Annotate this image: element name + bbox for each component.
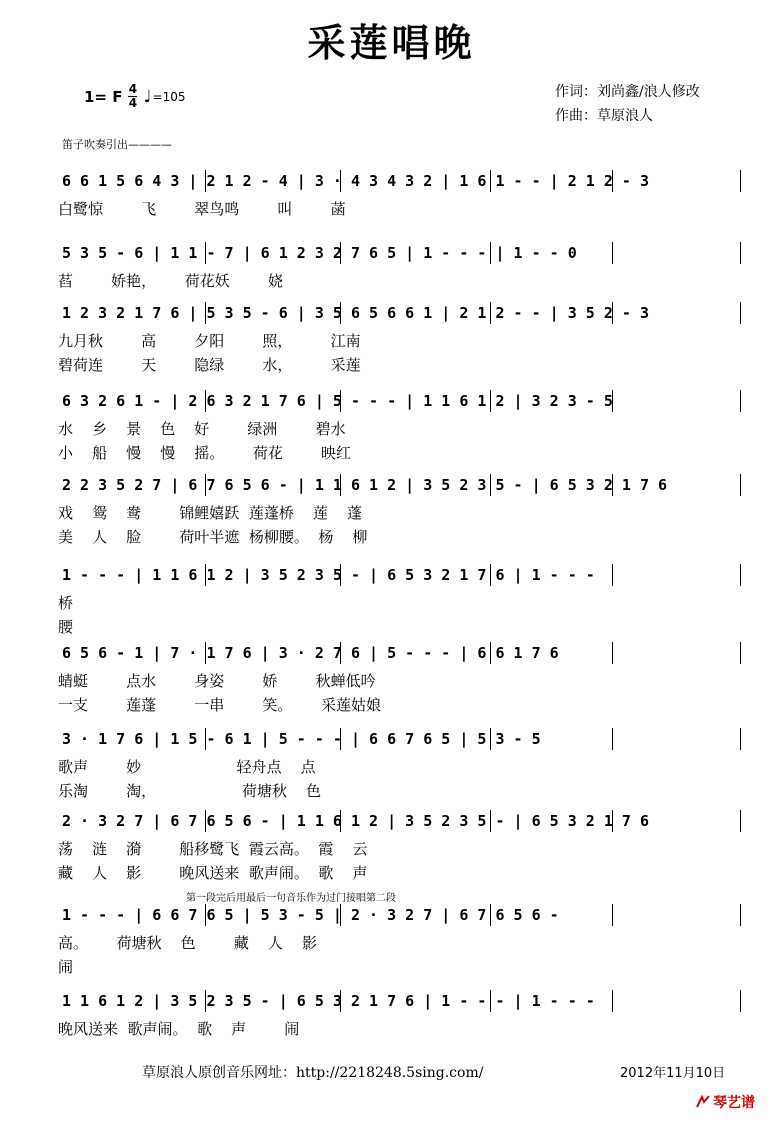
lyric-line-1: 高。 荷塘秋 色 藏 人 影 <box>58 934 317 952</box>
quarter-note-icon: ♩ <box>143 86 152 107</box>
notation-line: 1 2 3 2 1 7 6 | 5 3 5 - 6 | 3 5 6 5 6 6 1 | 2 1 2 - - | 3 5 2 - 3 <box>62 304 649 322</box>
barline <box>612 242 613 264</box>
footer-date: 2012年11月10日 <box>620 1066 726 1081</box>
barline <box>740 170 741 192</box>
lyric-line-1: 戏 鸳 鸯 锦鲤嬉跃 莲蓬桥 莲 蓬 <box>58 504 362 522</box>
time-signature <box>128 84 137 109</box>
notation-line: 1 - - - | 1 1 6 1 2 | 3 5 2 3 5 - | 6 5 3 2 1 7 6 | 1 - - - <box>62 566 595 584</box>
lyric-line-1: 蜻蜓 点水 身姿 娇 秋蝉低吟 <box>58 672 376 690</box>
lyric-line-1: 九月秋 高 夕阳 照， 江南 <box>58 332 361 350</box>
lyricist: 作词：刘尚鑫/浪人修改 <box>555 84 700 100</box>
lyric-line-2: 小 船 慢 慢 摇。 荷花 映红 <box>58 444 352 462</box>
barline <box>612 728 613 750</box>
notation-line: 6 3 2 6 1 - | 2 6 3 2 1 7 6 | 5 - - - | 1 1 6 1 2 | 3 2 3 - 5 <box>62 392 613 410</box>
barline <box>740 728 741 750</box>
lyric-line-2: 乐淘 淘， 荷塘秋 色 <box>58 782 322 800</box>
credits <box>555 80 700 128</box>
time-bottom: 4 <box>128 96 138 110</box>
barline <box>740 990 741 1012</box>
notation-line: 6 6 1 5 6 4 3 | 2 1 2 - 4 | 3 · 4 3 4 3 2 | 1 6 1 - - | 2 1 2 - 3 <box>62 172 649 190</box>
key-signature <box>84 84 185 109</box>
notation-line: 3 · 1 7 6 | 1 5 - 6 1 | 5 - - - | 6 6 7 6 5 | 5 3 - 5 <box>62 730 541 748</box>
notation-line: 1 - - - | 6 6 7 6 5 | 5 3 - 5 | 2 · 3 2 7 | 6 7 6 5 6 - <box>62 906 559 924</box>
barline <box>740 242 741 264</box>
lyric-line-2: 美 人 脸 荷叶半遮 杨柳腰。 杨 柳 <box>58 528 368 546</box>
notation-line: 2 · 3 2 7 | 6 7 6 5 6 - | 1 1 6 1 2 | 3 5 2 3 5 - | 6 5 3 2 1 7 6 <box>62 812 649 830</box>
notation-line: 6 5 6 - 1 | 7 · 1 7 6 | 3 · 2 7 6 | 5 - - - | 6 6 1 7 6 <box>62 644 559 662</box>
barline <box>612 990 613 1012</box>
barline <box>740 642 741 664</box>
key-label: 1= F <box>84 87 123 106</box>
lyric-line-2: 碧荷连 天 隐绿 水， 采莲 <box>58 356 361 374</box>
lyric-line-2: 腰 <box>58 618 74 636</box>
barline <box>612 564 613 586</box>
notation-line: 1 1 6 1 2 | 3 5 2 3 5 - | 6 5 3 2 1 7 6 | 1 - - - | 1 - - - <box>62 992 595 1010</box>
barline <box>612 904 613 926</box>
notation-line: 5 3 5 - 6 | 1 1 - 7 | 6 1 2 3 2 7 6 5 | 1 - - - | 1 - - 0 <box>62 244 577 262</box>
site-logo <box>695 1092 755 1112</box>
footer-site: 草原浪人原创音乐网址：http://2218248.5sing.com/ <box>142 1065 484 1081</box>
logo-text: 琴艺谱 <box>713 1095 755 1111</box>
lyric-line-1: 荡 涟 漪 船移鹭飞 霞云高。 霞 云 <box>58 840 368 858</box>
barline <box>740 904 741 926</box>
lyric-line-1: 歌声 妙 轻舟点 点 <box>58 758 316 776</box>
intro-instruction: 笛子吹奏引出———— <box>62 138 172 151</box>
time-top: 4 <box>128 82 138 96</box>
barline <box>740 390 741 412</box>
lyric-line-2: 藏 人 影 晚风送来 歌声闹。 歌 声 <box>58 864 368 882</box>
lyric-line-1: 水 乡 景 色 好 绿洲 碧水 <box>58 420 346 438</box>
lyric-line-2: 一支 莲蓬 一串 笑。 采莲姑娘 <box>58 696 382 714</box>
lyric-line-1: 晚风送来 歌声闹。 歌 声 闹 <box>58 1020 300 1038</box>
barline <box>740 302 741 324</box>
transition-note: 第一段完后用最后一句音乐作为过门接唱第二段 <box>186 893 396 904</box>
barline <box>740 564 741 586</box>
logo-icon <box>695 1094 711 1110</box>
barline <box>740 474 741 496</box>
tempo-value: =105 <box>152 89 186 104</box>
notation-line: 2 2 3 5 2 7 | 6 7 6 5 6 - | 1 1 6 1 2 | 3 5 2 3 5 - | 6 5 3 2 1 7 6 <box>62 476 668 494</box>
lyric-line-1: 白鹭惊 飞 翠鸟鸣 叫 菡 <box>58 200 346 218</box>
song-title: 采莲唱晚 <box>307 21 476 65</box>
barline <box>740 810 741 832</box>
lyric-line-1: 桥 <box>58 594 74 612</box>
composer: 作曲：草原浪人 <box>555 108 653 124</box>
barline <box>612 642 613 664</box>
lyric-line-2: 闹 <box>58 958 74 976</box>
lyric-line-1: 萏 娇艳， 荷花妖 娆 <box>58 272 283 290</box>
